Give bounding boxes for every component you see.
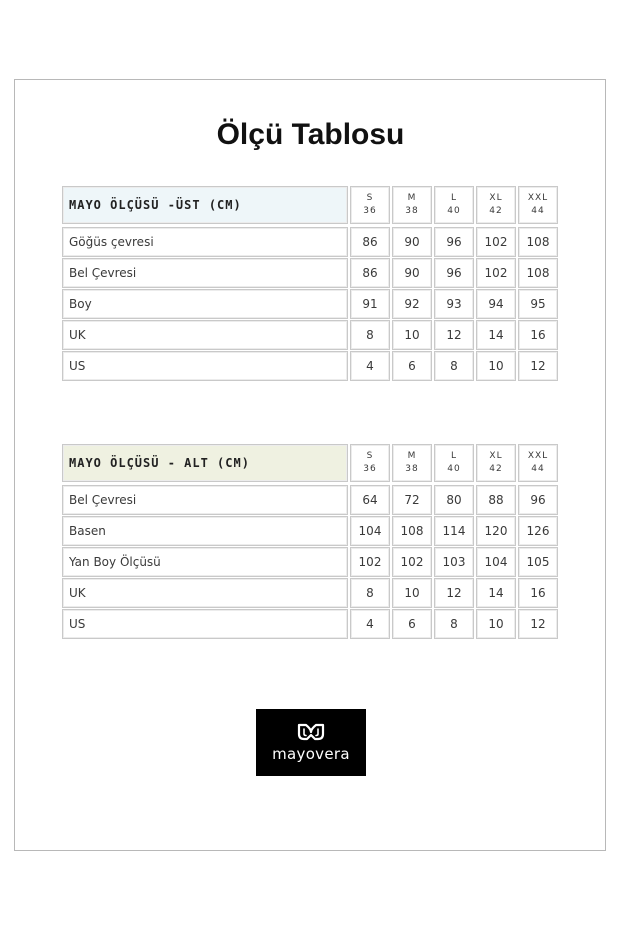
table-cell: 92 [392, 289, 432, 319]
table-cell: 12 [518, 351, 558, 381]
size-column-header: XXL 44 [518, 186, 558, 224]
table-cell: 8 [350, 320, 390, 350]
table-cell: 6 [392, 609, 432, 639]
table-header-row [62, 444, 560, 482]
table-cell: 102 [350, 547, 390, 577]
table-cell: 8 [434, 609, 474, 639]
table-cell: 102 [476, 258, 516, 288]
table-row [62, 485, 560, 515]
size-column-header: L 40 [434, 186, 474, 224]
table-cell: 114 [434, 516, 474, 546]
table-cell: 102 [392, 547, 432, 577]
size-column-header: S 36 [350, 186, 390, 224]
table-cell: 10 [392, 320, 432, 350]
table-cell: 14 [476, 320, 516, 350]
table-cell: 10 [392, 578, 432, 608]
table-cell: 64 [350, 485, 390, 515]
table-cell: 90 [392, 227, 432, 257]
table-cell: 86 [350, 227, 390, 257]
size-column-header: XL 42 [476, 186, 516, 224]
table-cell: 16 [518, 578, 558, 608]
row-label: Basen [62, 516, 348, 546]
table-cell: 12 [434, 578, 474, 608]
table-cell: 6 [392, 351, 432, 381]
table-cell: 105 [518, 547, 558, 577]
table-cell: 102 [476, 227, 516, 257]
row-label: Boy [62, 289, 348, 319]
table-cell: 12 [518, 609, 558, 639]
table-row [62, 351, 560, 381]
table-cell: 16 [518, 320, 558, 350]
table-row [62, 516, 560, 546]
table-row [62, 320, 560, 350]
table-cell: 96 [518, 485, 558, 515]
table-cell: 91 [350, 289, 390, 319]
table-cell: 12 [434, 320, 474, 350]
row-label: US [62, 609, 348, 639]
size-column-header: M 38 [392, 444, 432, 482]
row-label: UK [62, 578, 348, 608]
size-column-header: S 36 [350, 444, 390, 482]
table-cell: 104 [476, 547, 516, 577]
table-cell: 108 [518, 227, 558, 257]
page-title: Ölçü Tablosu [216, 118, 405, 151]
table-cell: 93 [434, 289, 474, 319]
row-label: US [62, 351, 348, 381]
table-header-row [62, 186, 560, 224]
table-cell: 4 [350, 609, 390, 639]
table-cell: 96 [434, 227, 474, 257]
table-cell: 10 [476, 609, 516, 639]
size-column-header: XXL 44 [518, 444, 558, 482]
size-column-header: M 38 [392, 186, 432, 224]
table-row [62, 227, 560, 257]
table-cell: 10 [476, 351, 516, 381]
table-cell: 4 [350, 351, 390, 381]
table-row [62, 547, 560, 577]
table-cell: 8 [434, 351, 474, 381]
table-cell: 90 [392, 258, 432, 288]
row-label: Bel Çevresi [62, 485, 348, 515]
brand-logo [256, 709, 366, 776]
table-cell: 120 [476, 516, 516, 546]
table-cell: 94 [476, 289, 516, 319]
table-cell: 86 [350, 258, 390, 288]
table-cell: 104 [350, 516, 390, 546]
mayovera-logo-mark-icon [296, 723, 326, 741]
table-cell: 103 [434, 547, 474, 577]
table-cell: 108 [392, 516, 432, 546]
row-label: UK [62, 320, 348, 350]
table-cell: 96 [434, 258, 474, 288]
table-cell: 108 [518, 258, 558, 288]
row-label: Göğüs çevresi [62, 227, 348, 257]
table-cell: 80 [434, 485, 474, 515]
brand-name: mayovera [272, 744, 350, 763]
table-row [62, 609, 560, 639]
row-label: Bel Çevresi [62, 258, 348, 288]
table-cell: 72 [392, 485, 432, 515]
table-header-label: MAYO ÖLÇÜSÜ - ALT (CM) [62, 444, 348, 482]
table-cell: 95 [518, 289, 558, 319]
table-row [62, 289, 560, 319]
table-row [62, 578, 560, 608]
table-cell: 8 [350, 578, 390, 608]
size-column-header: XL 42 [476, 444, 516, 482]
row-label: Yan Boy Ölçüsü [62, 547, 348, 577]
table-header-label: MAYO ÖLÇÜSÜ -ÜST (CM) [62, 186, 348, 224]
table-cell: 88 [476, 485, 516, 515]
table-row [62, 258, 560, 288]
size-column-header: L 40 [434, 444, 474, 482]
table-cell: 126 [518, 516, 558, 546]
table-cell: 14 [476, 578, 516, 608]
